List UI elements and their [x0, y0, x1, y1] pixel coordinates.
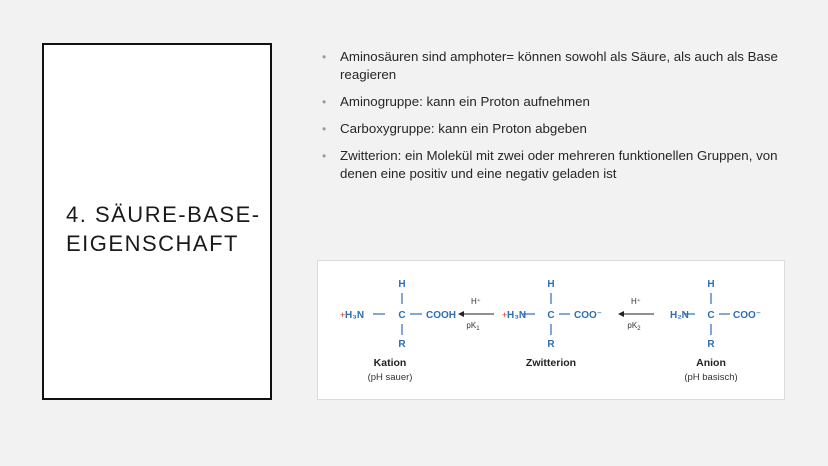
carboxylate-group: COO⁻ — [733, 310, 762, 321]
species-cation — [340, 279, 456, 383]
bullet-list — [322, 48, 782, 192]
bullet-item — [322, 93, 782, 111]
bullet-text: Carboxygruppe: kann ein Proton abgeben — [340, 121, 587, 136]
species-name: Zwitterion — [525, 357, 577, 369]
amino-group: H₃N — [507, 310, 527, 321]
residue-label: R — [707, 339, 715, 350]
bullet-item — [322, 48, 782, 84]
pk-label — [627, 321, 641, 332]
bullet-dot-icon: • — [322, 50, 327, 64]
species-condition: (pH basisch) — [684, 372, 738, 383]
pk-text: pK — [627, 321, 638, 330]
amino-group: H₂N — [670, 310, 689, 321]
proton-label: H⁺ — [631, 297, 641, 306]
alpha-carbon: C — [707, 310, 715, 321]
species-anion — [670, 279, 761, 383]
bullet-text: Zwitterion: ein Molekül mit zwei oder mehreren funktionellen Gruppen, von denen eine positiv und eine negativ geladen ist — [340, 148, 778, 181]
bullet-text: Aminogruppe: kann ein Proton aufnehmen — [340, 94, 590, 109]
alpha-carbon: C — [398, 310, 406, 321]
slide-title-line-2: EIGENSCHAFT — [66, 231, 239, 256]
species-name: Anion — [696, 357, 726, 369]
bullet-item — [322, 120, 782, 138]
alpha-carbon: C — [547, 310, 555, 321]
residue-label: R — [398, 339, 406, 350]
arrow-left-icon — [458, 311, 464, 317]
charge-plus: + — [340, 310, 346, 320]
pk-text: pK — [466, 321, 477, 330]
species-name: Kation — [373, 357, 407, 369]
hydrogen-label: H — [398, 279, 406, 290]
bullet-item — [322, 147, 782, 183]
amino-acid-equilibrium-figure — [317, 260, 785, 400]
amino-group: H₃N — [345, 310, 365, 321]
proton-label: H⁺ — [471, 297, 481, 306]
title-panel — [42, 43, 272, 400]
charge-plus: + — [502, 310, 508, 320]
equilibrium-arrow-2 — [618, 297, 654, 332]
species-zwitterion — [502, 279, 602, 369]
pk-subscript: 1 — [476, 326, 480, 332]
bullet-text: Aminosäuren sind amphoter= können sowohl als Säure, als auch als Base reagieren — [340, 49, 778, 82]
carboxy-group: COOH — [426, 310, 456, 321]
carboxylate-group: COO⁻ — [574, 310, 603, 321]
species-condition: (pH sauer) — [367, 372, 413, 383]
equilibrium-arrow-1 — [458, 297, 494, 332]
hydrogen-label: H — [707, 279, 715, 290]
slide-title — [66, 200, 266, 258]
arrow-left-icon — [618, 311, 624, 317]
residue-label: R — [547, 339, 555, 350]
hydrogen-label: H — [547, 279, 555, 290]
equilibrium-diagram — [318, 261, 784, 399]
slide-title-line-1: 4. SÄURE-BASE- — [66, 202, 261, 227]
bullet-dot-icon: • — [322, 149, 327, 163]
bullet-dot-icon: • — [322, 95, 327, 109]
pk-subscript: 2 — [637, 326, 641, 332]
bullet-dot-icon: • — [322, 122, 327, 136]
pk-label — [466, 321, 480, 332]
